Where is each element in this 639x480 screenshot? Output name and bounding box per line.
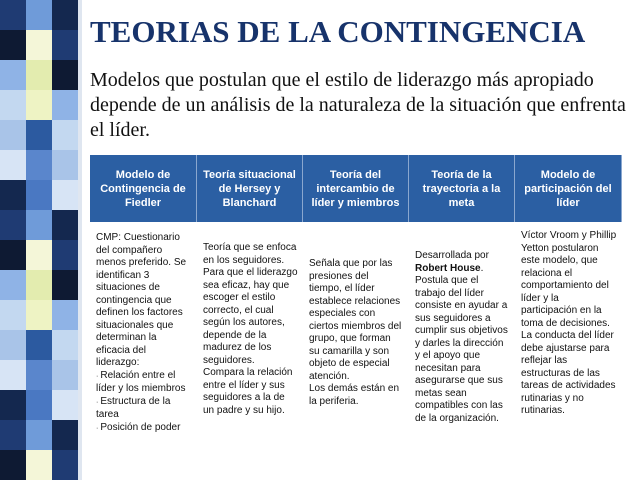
mosaic-tile [26, 120, 52, 150]
mosaic-tile [0, 330, 26, 360]
bullet-mark: · [96, 372, 99, 380]
mosaic-tile [0, 30, 26, 60]
mosaic-tile [26, 360, 52, 390]
trayectoria-lead: Desarrollada por Robert House. [415, 250, 489, 274]
mosaic-tile [52, 150, 78, 180]
mosaic-tile [26, 420, 52, 450]
mosaic-tile [52, 300, 78, 330]
slide-title: TEORIAS DE LA CONTINGENCIA [90, 14, 586, 49]
intercambio-paragraph-1: Señala que por las presiones del tiempo, el líder establece relaciones especiales con ciertos miembros del grupo, que forman su camarilla y son objeto de especial atención. [309, 258, 402, 382]
header-fiedler: Modelo de Contingencia de Fiedler [90, 155, 197, 222]
mosaic-tile [52, 390, 78, 420]
mosaic-tile [52, 240, 78, 270]
header-trayectoria-meta: Teoría de la trayectoria a la meta [409, 155, 515, 222]
mosaic-tile [52, 60, 78, 90]
mosaic-tile [26, 0, 52, 30]
cell-hersey-blanchard [197, 222, 303, 461]
mosaic-tile [0, 0, 26, 30]
header-hersey-blanchard: Teoría situacional de Hersey y Blanchard [197, 155, 303, 222]
mosaic-tile [52, 360, 78, 390]
header-intercambio: Teoría del intercambio de líder y miembros [303, 155, 409, 222]
mosaic-tile [0, 120, 26, 150]
mosaic-tile [0, 240, 26, 270]
mosaic-tile [0, 420, 26, 450]
mosaic-tile [52, 0, 78, 30]
mosaic-tile [26, 390, 52, 420]
slide-intro: Modelos que postulan que el estilo de liderazgo más apropiado depende de un análisis de la naturaleza de la situación que enfrenta el líder. [90, 69, 626, 141]
mosaic-tile [0, 180, 26, 210]
fiedler-intro: CMP: Cuestionario del compañero menos preferido. Se identifican 3 situaciones de contingencia que definen los factores situacionales que determinan la eficacia del liderazgo: [96, 232, 187, 368]
fiedler-bullet: · Relación entre el líder y los miembros [96, 369, 186, 394]
mosaic-tile [26, 180, 52, 210]
mosaic-tile [26, 270, 52, 300]
header-participacion: Modelo de participación del líder [515, 155, 622, 222]
decorative-mosaic-strip [0, 0, 78, 480]
hersey-paragraph-2: Compara la relación entre el líder y sus seguidores a la de un padre y su hijo. [203, 367, 293, 416]
cell-trayectoria-meta [409, 222, 515, 461]
mosaic-tile [26, 300, 52, 330]
mosaic-tile [52, 210, 78, 240]
cell-intercambio [303, 222, 409, 461]
mosaic-tile [0, 60, 26, 90]
mosaic-tile [0, 360, 26, 390]
mosaic-tile [52, 180, 78, 210]
intercambio-paragraph-2: Los demás están en la periferia. [309, 383, 400, 407]
trayectoria-author: Robert House [415, 262, 481, 274]
mosaic-tile [26, 90, 52, 120]
fiedler-bullet: · Estructura de la tarea [96, 395, 171, 420]
mosaic-tile [26, 150, 52, 180]
cell-fiedler [90, 222, 197, 461]
mosaic-tile [26, 240, 52, 270]
mosaic-tile [0, 150, 26, 180]
mosaic-tile [52, 30, 78, 60]
mosaic-tile [0, 90, 26, 120]
mosaic-tile [0, 450, 26, 480]
hersey-paragraph-1: Teoría que se enfoca en los seguidores. Para que el liderazgo sea eficaz, hay que escoger el estilo correcto, el cual según los autores, depende de la madurez de los seguidores. [203, 242, 298, 366]
mosaic-tile [26, 60, 52, 90]
mosaic-tile [0, 300, 26, 330]
mosaic-tile [0, 390, 26, 420]
cell-participacion [515, 222, 622, 461]
mosaic-tile [26, 30, 52, 60]
mosaic-tile [52, 330, 78, 360]
mosaic-tile [0, 270, 26, 300]
fiedler-bullet: · Posición de poder [96, 421, 181, 433]
participacion-paragraph: Víctor Vroom y Phillip Yetton postularon este modelo, que relaciona el comportamiento del líder y la participación en la toma de decisiones. La conducta del líder debe ajustarse para reflejar las estructuras de las tareas de actividades rutinarias y no rutinarias. [521, 230, 617, 416]
trayectoria-paragraph: Postula que el trabajo del líder consiste en ayudar a sus seguidores a cumplir sus objetivos y darles la dirección y el apoyo que necesitan para asegurarse que sus metas sean compatibles con las de la organización. [415, 275, 508, 424]
mosaic-tile [0, 210, 26, 240]
bullet-mark: · [96, 424, 99, 432]
mosaic-tile [26, 450, 52, 480]
mosaic-tile [52, 450, 78, 480]
mosaic-tile [26, 330, 52, 360]
mosaic-tile [52, 90, 78, 120]
mosaic-tile [52, 270, 78, 300]
mosaic-tile [52, 420, 78, 450]
mosaic-tile [52, 120, 78, 150]
bullet-mark: · [96, 398, 99, 406]
contingency-table [90, 155, 622, 461]
mosaic-tile [26, 210, 52, 240]
strip-divider [78, 0, 82, 480]
